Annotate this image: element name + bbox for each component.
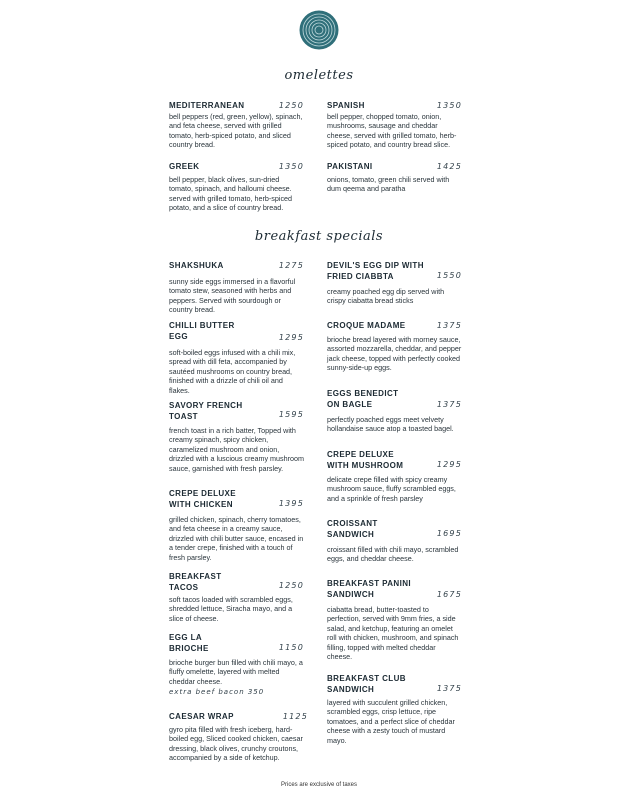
item-description: gyro pita filled with fresh iceberg, hard-boiled egg, Sliced cooked chicken, caesar dressing, black olives, crunchy croutons, accompanied by a side of ketchup. <box>169 725 303 763</box>
item-price: 1550 <box>436 271 462 280</box>
item-name: CREPE DELUXE WITH MUSHROOM <box>327 450 404 470</box>
item-name: PAKISTANI <box>327 162 373 171</box>
item-price: 1375 <box>436 400 462 409</box>
item-description: sunny side eggs immersed in a flavorful tomato stew, seasoned with herbs and peppers. Served with sourdough or country bread. <box>169 277 296 315</box>
item-extra: extra beef bacon 350 <box>169 688 265 696</box>
item-price: 1295 <box>436 460 462 469</box>
item-price: 1375 <box>436 321 462 330</box>
item-price: 1150 <box>278 643 304 652</box>
item-name: EGG LA BRIOCHE <box>169 633 209 653</box>
item-description: layered with succulent grilled chicken, scrambled eggs, crisp lettuce, ripe tomatoes, and a perfect slice of cheddar cheese with a zesty touch of mustard mayo. <box>327 698 455 745</box>
item-price: 1595 <box>278 410 304 419</box>
item-description: brioche burger bun filled with chili mayo, a fluffy omelette, layered with melted cheddar cheese. <box>169 658 303 686</box>
item-description: delicate crepe filled with spicy creamy mushroom sauce, fluffy scrambled eggs, and a sprinkle of fresh parsley <box>327 475 456 503</box>
item-description: grilled chicken, spinach, cherry tomatoes, and feta cheese in a creamy sauce, drizzled with chili butter sauce, encased in a tender crepe, finished with a touch of fresh parsley. <box>169 515 304 562</box>
item-description: bell pepper, black olives, sun-dried tomato, spinach, and halloumi cheese. served with grilled tomato, herb-spiced potato, and a slice of country bread. <box>169 175 293 213</box>
item-description: french toast in a rich batter, Topped with creamy spinach, spicy chicken, caramelized mushroom and onion, drizzled with a luscious creamy mushroom sauce, garnished with fresh parsley. <box>169 426 305 473</box>
item-name: CROISSANT SANDWICH <box>327 519 378 539</box>
item-price: 1125 <box>282 712 308 721</box>
omelettes-title: omelettes <box>284 68 354 83</box>
item-price: 1695 <box>436 529 462 538</box>
item-description: onions, tomato, green chili served with dum qeema and paratha <box>327 175 450 194</box>
item-description: ciabatta bread, butter-toasted to perfection, served with 9mm fries, a side salad, and ketchup, featuring an omelet roll with chicken, mushroom, and spinach filling, topped with melted cheddar cheese. <box>327 605 459 662</box>
item-name: SHAKSHUKA <box>169 261 224 270</box>
item-name: CROQUE MADAME <box>327 321 406 330</box>
item-name: SAVORY FRENCH TOAST <box>169 401 243 421</box>
taxes-note: Prices are exclusive of taxes <box>280 782 358 788</box>
item-price: 1425 <box>436 162 462 171</box>
item-description: brioche bread layered with morney sauce, assorted mozzarella, cheddar, and pepper jack cheese, topped with perfectly cooked sunny-side-up eggs. <box>327 335 462 373</box>
item-price: 1675 <box>436 590 462 599</box>
item-description: soft tacos loaded with scrambled eggs, shredded lettuce, Siracha mayo, and a slice of cheese. <box>169 595 293 623</box>
item-description: creamy poached egg dip served with crispy ciabatta bread sticks <box>327 287 445 306</box>
item-name: CREPE DELUXE WITH CHICKEN <box>169 489 237 509</box>
item-description: croissant filled with chili mayo, scrambled eggs, and cheddar cheese. <box>327 545 459 564</box>
item-price: 1375 <box>436 684 462 693</box>
item-name: EGGS BENEDICT ON BAGLE <box>327 389 399 409</box>
item-name: GREEK <box>169 162 200 171</box>
item-price: 1395 <box>278 499 304 508</box>
item-name: CAESAR WRAP <box>169 712 234 721</box>
item-description: soft-boiled eggs infused with a chili mix, spread with dill feta, accompanied by sautéed mushrooms on country bread, finished with a drizzle of chili oil and flakes. <box>169 348 296 395</box>
item-name: MEDITERRANEAN <box>169 101 245 110</box>
item-description: perfectly poached eggs meet velvety hollandaise sauce atop a toasted bagel. <box>327 415 454 434</box>
item-price: 1275 <box>278 261 304 270</box>
item-price: 1295 <box>278 333 304 342</box>
item-price: 1250 <box>278 581 304 590</box>
item-price: 1350 <box>278 162 304 171</box>
breakfast-specials-title: breakfast specials <box>254 229 384 244</box>
item-price: 1350 <box>436 101 462 110</box>
item-name: BREAKFAST PANINI SANDIWCH <box>327 579 412 599</box>
item-price: 1250 <box>278 101 304 110</box>
concentric-circle-logo-icon <box>299 10 339 50</box>
item-name: DEVIL'S EGG DIP WITH FRIED CIABBTA <box>327 261 424 281</box>
item-name: BREAKFAST TACOS <box>169 572 222 592</box>
item-name: CHILLI BUTTER EGG <box>169 321 235 341</box>
item-description: bell peppers (red, green, yellow), spinach, and feta cheese, served with grilled tomato, herb-spiced potato, and sliced country bread. <box>169 112 303 150</box>
item-description: bell pepper, chopped tomato, onion, mushrooms, sausage and cheddar cheese, served with grilled tomato, herb-spiced potato, and country bread slice. <box>327 112 457 150</box>
item-name: SPANISH <box>327 101 365 110</box>
item-name: BREAKFAST CLUB SANDWICH <box>327 674 406 694</box>
